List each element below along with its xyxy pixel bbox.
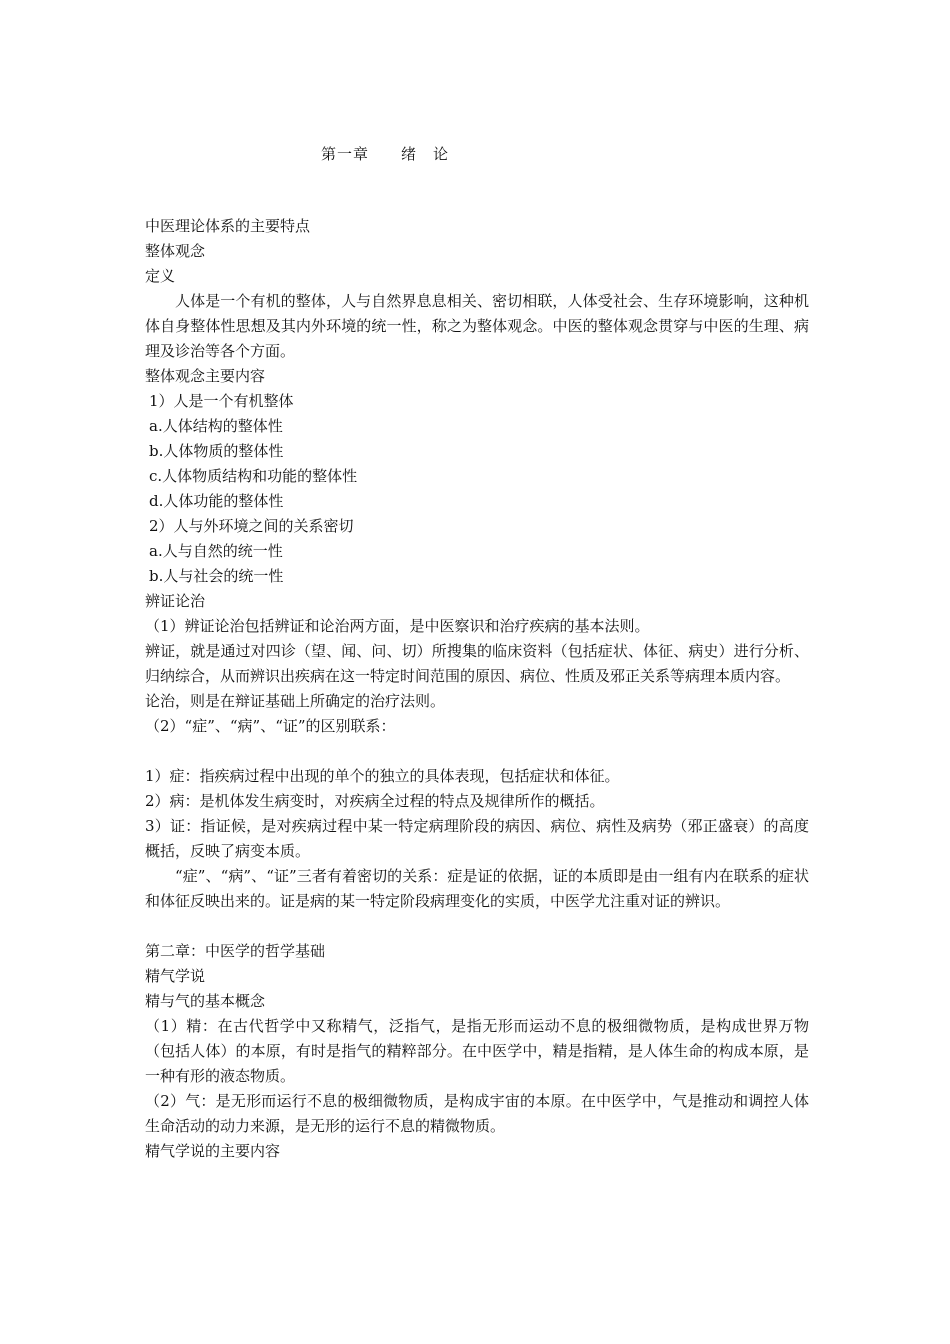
definition-disease: 2）病：是机体发生病变时，对疾病全过程的特点及规律所作的概括。 bbox=[145, 792, 605, 810]
document-body bbox=[145, 214, 809, 1164]
spacer bbox=[145, 914, 809, 939]
qi-paragraph: （2）气：是无形而运行不息的极细微物质，是构成宇宙的本原。在中医学中，气是推动和调控人体生命活动的动力来源，是无形的运行不息的精微物质。 bbox=[145, 1092, 809, 1135]
list-item: d.人体功能的整体性 bbox=[149, 492, 284, 510]
holism-heading: 整体观念 bbox=[145, 242, 206, 260]
chapter-2-title: 第二章：中医学的哲学基础 bbox=[145, 942, 326, 960]
syndrome-paragraph-3: 论治，则是在辩证基础上所确定的治疗法则。 bbox=[145, 692, 446, 710]
chapter-1-title: 第一章 绪 论 bbox=[320, 145, 449, 163]
main-content-heading: 精气学说的主要内容 bbox=[145, 1142, 281, 1160]
section-heading-features: 中医理论体系的主要特点 bbox=[145, 217, 311, 235]
list-item: 1）人是一个有机整体 bbox=[149, 392, 294, 410]
list-item: a.人与自然的统一性 bbox=[149, 542, 283, 560]
syndrome-paragraph-1: （1）辨证论治包括辨证和论治两方面，是中医察识和治疗疾病的基本法则。 bbox=[145, 617, 650, 635]
syndrome-heading: 辨证论治 bbox=[145, 592, 206, 610]
list-item: b.人体物质的整体性 bbox=[149, 442, 284, 460]
list-item: 2）人与外环境之间的关系密切 bbox=[149, 517, 354, 535]
definition-symptom: 1）症：指疾病过程中出现的单个的独立的具体表现，包括症状和体征。 bbox=[145, 767, 620, 785]
list-item: b.人与社会的统一性 bbox=[149, 567, 284, 585]
list-item: a.人体结构的整体性 bbox=[149, 417, 283, 435]
essence-theory-heading: 精气学说 bbox=[145, 967, 206, 985]
essence-paragraph: （1）精：在古代哲学中又称精气，泛指气，是指无形而运动不息的极细微物质，是构成世界万物（包括人体）的本原，有时是指气的精粹部分。在中医学中，精是指精，是人体生命的构成本原，是一种有形的液态物质。 bbox=[145, 1017, 809, 1085]
syndrome-paragraph-2: 辨证，就是通过对四诊（望、闻、问、切）所搜集的临床资料（包括症状、体征、病史）进行分析、归纳综合，从而辨识出疾病在这一特定时间范围的原因、病位、性质及邪正关系等病理本质内容。 bbox=[145, 642, 809, 685]
relation-summary-paragraph: “症”、“病”、“证”三者有着密切的关系：症是证的依据，证的本质即是由一组有内在联系的症状和体征反映出来的。证是病的某一特定阶段病理变化的实质，中医学尤注重对证的辨识。 bbox=[145, 867, 809, 910]
basic-concept-heading: 精与气的基本概念 bbox=[145, 992, 266, 1010]
spacer bbox=[145, 739, 809, 764]
definition-pattern: 3）证：指证候，是对疾病过程中某一特定病理阶段的病因、病位、病性及病势（邪正盛衰）的高度概括，反映了病变本质。 bbox=[145, 817, 809, 860]
syndrome-paragraph-4: （2）“症”、“病”、“证”的区别联系： bbox=[145, 717, 396, 735]
list-item: c.人体物质结构和功能的整体性 bbox=[149, 467, 358, 485]
holism-definition-paragraph: 人体是一个有机的整体，人与自然界息息相关、密切相联，人体受社会、生存环境影响，这种机体自身整体性思想及其内外环境的统一性，称之为整体观念。中医的整体观念贯穿与中医的生理、病理及诊治等各个方面。 bbox=[145, 292, 809, 360]
holism-content-heading: 整体观念主要内容 bbox=[145, 367, 266, 385]
definition-heading: 定义 bbox=[145, 267, 176, 285]
